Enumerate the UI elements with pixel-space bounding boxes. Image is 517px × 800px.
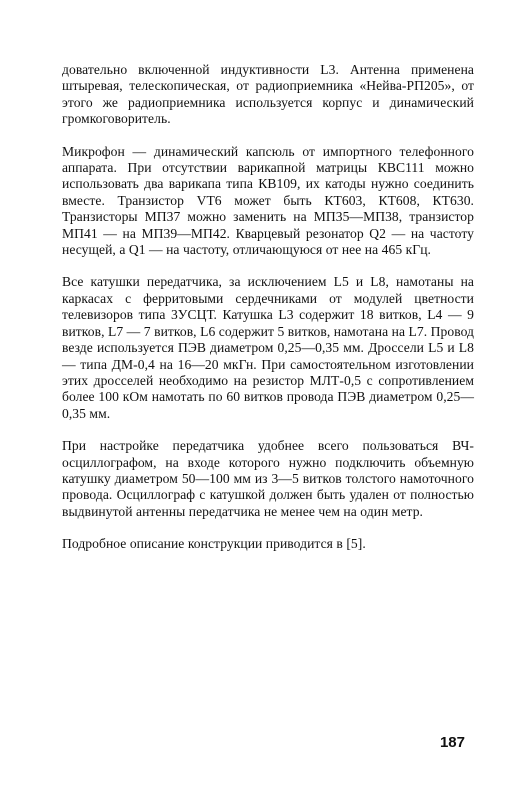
paragraph-coils: Все катушки передатчика, за исключением L5 и L8, намотаны на каркасах с ферритовыми сердечниками от модулей цветности телевизоров типа 3УСЦТ. Катушка L3 содержит 18 витков, L4 — 9 витков, L7 — 7 витков, L6 содержит 5 витков, намотана на L7. Провод везде используется ПЭВ диаметром 0,25—0,35 мм. Дроссели L5 и L8 — типа ДМ-0,4 на 16—20 мкГн. При самостоятельном изготовлении этих дросселей необходимо на резистор МЛТ-0,5 с сопротивлением более 100 кОм намотать по 60 витков провода ПЭВ диаметром 0,25—0,35 мм. xyxy=(62,274,474,421)
paragraph-reference: Подробное описание конструкции приводится в [5]. xyxy=(62,536,366,552)
page-number: 187 xyxy=(439,734,465,751)
body-text xyxy=(62,62,474,553)
paragraph-microphone: Микрофон — динамический капсюль от импортного телефонного аппарата. При отсутствии варикапной матрицы КВС111 можно использовать два варикапа типа КВ109, их катоды нужно соединить вместе. Транзистор VT6 может быть КТ603, КТ608, КТ630. Транзисторы МП37 можно заменить на МП35—МП38, транзистор МП41 — на МП39—МП42. Кварцевый резонатор Q2 — на частоту несущей, а Q1 — на частоту, отличающуюся от нее на 465 кГц. xyxy=(62,143,474,258)
paragraph-tuning: При настройке передатчика удобнее всего пользоваться ВЧ-осциллографом, на входе которого нужно подключить объемную катушку диаметром 50—100 мм из 3—5 витков толстого намоточного провода. Осциллограф с катушкой должен быть удален от полностью выдвинутой антенны передатчика не менее чем на один метр. xyxy=(62,438,474,519)
paragraph-antenna: довательно включенной индуктивности L3. Антенна применена штыревая, телескопическая, от радиоприемника «Нейва-РП205», от этого же радиоприемника используется корпус и динамический громкоговоритель. xyxy=(62,62,474,127)
